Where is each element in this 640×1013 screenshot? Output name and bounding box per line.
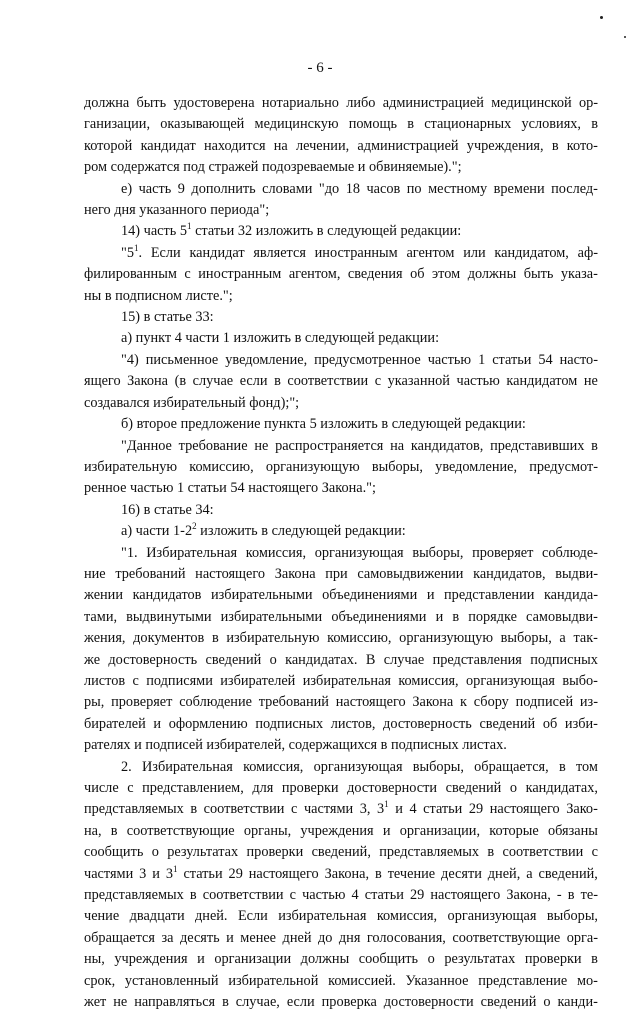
text-line: а) части $1-2^2$ изложить в следующей редакции: — [121, 521, 406, 540]
text-line: же достоверность сведений о кандидатах. В случае представления подписных — [84, 651, 598, 668]
text-line: жении кандидатов избирательными объединениями и представлении кандида- — [84, 587, 598, 604]
text-line: 2. Избирательная комиссия, организующая выборы, обращается, в том — [121, 758, 598, 775]
text-line: жения, документов в избирательную комиссию, организующую выборы, а так- — [84, 630, 598, 647]
text-line: срок, установленный избирательной комиссией. Указанное представление мо- — [84, 972, 598, 989]
text-line: "$5^1$. Если кандидат является иностранным агентом или кандидатом, аф- — [121, 242, 598, 261]
text-line: б) второе предложение пункта 5 изложить в следующей редакции: — [121, 416, 526, 433]
text-line: а) пункт 4 части 1 изложить в следующей редакции: — [121, 330, 440, 347]
text-line: него дня указанного периода"; — [84, 202, 270, 219]
text-line: сообщить о результатах проверки сведений, представляемых в соответствии с — [84, 844, 598, 861]
page-number: - 6 - — [307, 60, 333, 76]
text-line: ренное частью 1 статьи 54 настоящего Закона."; — [84, 480, 376, 497]
text-line: избирательную комиссию, организующую выборы, уведомление, предусмот- — [84, 458, 598, 475]
text-line: частями 3 и $3^1$ статьи 29 настоящего Закона, в течение десяти дней, а сведений, — [84, 863, 598, 882]
text-line: ящего Закона (в случае если в соответствии с указанной частью кандидатом не — [84, 373, 598, 390]
text-line: ры, проверяет соблюдение требований настоящего Закона к сбору подписей из- — [84, 694, 598, 711]
text-line: должна быть удостоверена нотариально либо администрацией медицинской ор- — [84, 95, 598, 111]
text-line: 15) в статье 33: — [121, 309, 214, 326]
text-line: ны, учреждения и организации должны сообщить о результатах проверки в — [84, 951, 598, 968]
text-line: на, в соответствующие органы, учреждения и организации, которые обязаны — [84, 822, 598, 839]
text-line: тами, выдвинутыми избирательными объединениями и в порядке самовыдви- — [84, 608, 598, 625]
text-line: ром содержатся под стражей подозреваемые и обвиняемые)."; — [84, 159, 462, 176]
text-line: представляемых в соответствии с частью 4 статьи 29 настоящего Закона, - в те- — [84, 887, 598, 904]
text-line: чение двадцати дней. Если избирательная комиссия, организующая выборы, — [84, 908, 598, 925]
text-line: е) часть 9 дополнить словами "до 18 часов по местному времени послед- — [121, 180, 598, 197]
text-line: филированным с иностранным агентом, сведения об этом должны быть указа- — [84, 266, 598, 283]
text-line: рателях и подписей избирателей, содержащихся в подписных листах. — [84, 737, 507, 754]
text-line: числе с представлением, для проверки достоверности сведений о кандидатах, — [84, 780, 598, 796]
document-body — [84, 93, 598, 1013]
text-line: которой кандидат находится на лечении, администрацией учреждения, в кото- — [84, 137, 598, 154]
text-line: ны в подписном листе."; — [84, 287, 233, 304]
text-line: "Данное требование не распространяется на кандидатов, представивших в — [121, 437, 598, 454]
text-line: ганизации, оказывающей медицинскую помощь в стационарных условиях, в — [84, 116, 598, 133]
text-line: 16) в статье 34: — [121, 501, 214, 518]
corner-dot-mark — [624, 36, 626, 38]
text-line: создавался избирательный фонд);"; — [84, 394, 300, 411]
text-line: 14) часть $5^1$ статьи 32 изложить в следующей редакции: — [121, 221, 462, 240]
text-line: представляемых в соответствии с частями 3, $3^1$ и 4 статьи 29 настоящего Зако- — [84, 799, 598, 818]
text-line: обращается за десять и менее дней до дня голосования, соответствующие орга- — [84, 929, 598, 946]
text-line: "1. Избирательная комиссия, организующая выборы, проверяет соблюде- — [121, 544, 598, 561]
text-line: жет не направляться в случае, если проверка достоверности сведений о канди- — [84, 994, 598, 1011]
text-line: бирателей и оформлению подписных листов, достоверность сведений об изби- — [84, 715, 598, 732]
text-line: ние требований настоящего Закона при самовыдвижении кандидатов, выдви- — [84, 565, 598, 582]
text-line: листов с подписями избирателей избирательная комиссия, организующая выбо- — [84, 672, 598, 689]
corner-dot-mark — [600, 16, 603, 19]
text-line: "4) письменное уведомление, предусмотренное частью 1 статьи 54 насто- — [121, 351, 598, 368]
